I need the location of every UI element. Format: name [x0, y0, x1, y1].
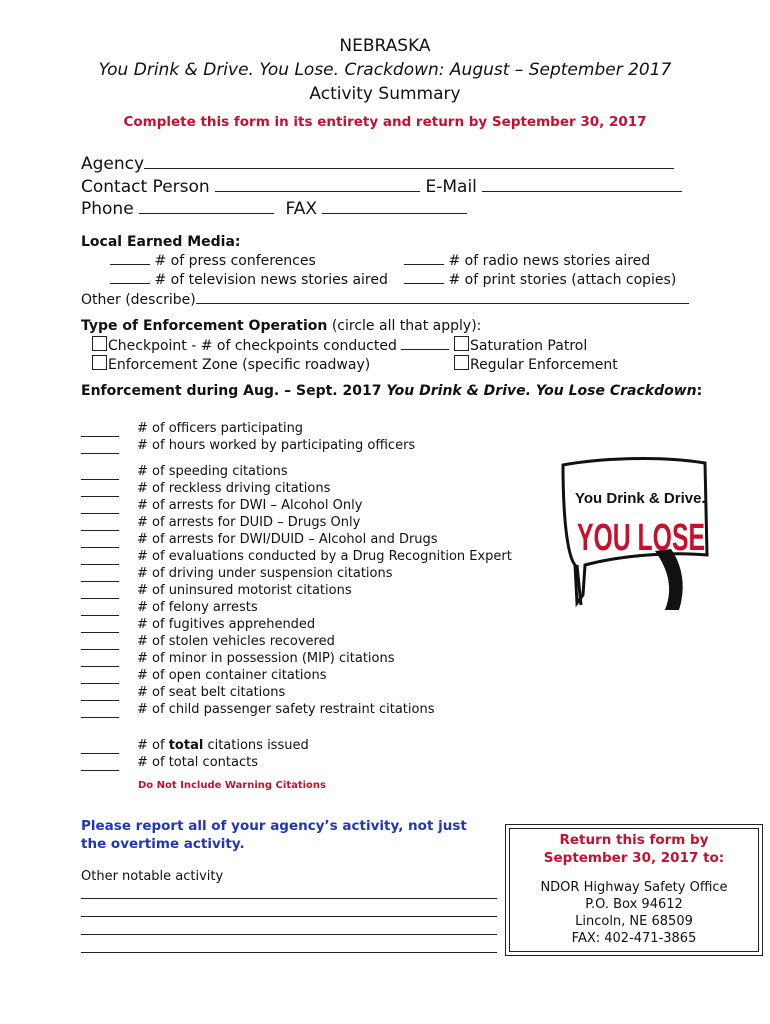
media-row-2b [404, 271, 676, 288]
saturation-row [454, 336, 587, 354]
stat-field[interactable] [81, 688, 119, 701]
stat-field[interactable] [81, 671, 119, 684]
form-subtitle: Activity Summary [309, 84, 461, 104]
stat-row [81, 463, 288, 480]
other-activity-line-3[interactable] [81, 934, 497, 935]
zone-checkbox[interactable] [92, 355, 107, 370]
campaign-title: You Drink & Drive. You Lose. Crackdown: August – September 2017 [98, 60, 672, 80]
stat-row [81, 531, 438, 548]
radio-stories-label: # of radio news stories aired [448, 253, 651, 269]
other-activity-line-1[interactable] [81, 898, 497, 899]
media-heading: Local Earned Media: [81, 234, 241, 250]
contact-person-label: Contact Person [81, 177, 210, 197]
phone-field[interactable] [139, 198, 274, 214]
saturation-checkbox[interactable] [454, 336, 469, 351]
media-row-1 [110, 252, 316, 269]
stat-row [81, 420, 303, 437]
enforcement-heading-italic: You Drink & Drive. You Lose Crackdown [386, 383, 697, 399]
stat-row [81, 684, 285, 701]
total-suffix: citations issued [207, 738, 309, 753]
zone-row [92, 355, 370, 373]
agency-label: Agency [81, 154, 145, 174]
operation-note: (circle all that apply): [331, 318, 482, 334]
address-line: P.O. Box 94612 [585, 897, 683, 912]
press-conferences-field[interactable] [110, 252, 150, 265]
media-other-row [81, 290, 689, 308]
return-instruction: Complete this form in its entirety and return by September 30, 2017 [123, 114, 647, 130]
total-citations-field[interactable] [81, 741, 119, 754]
contact-person-field[interactable] [215, 176, 420, 192]
print-stories-field[interactable] [404, 271, 444, 284]
logo-line-2: YOU LOSE [577, 517, 705, 559]
email-label: E-Mail [425, 177, 477, 197]
fax-field[interactable] [322, 198, 467, 214]
stat-field[interactable] [81, 441, 119, 454]
press-conferences-label: # of press conferences [154, 253, 316, 269]
regular-label: Regular Enforcement [470, 357, 618, 373]
stat-label: # of felony arrests [137, 600, 258, 615]
checkpoint-count-field[interactable] [401, 337, 449, 350]
logo-graphic [555, 455, 715, 615]
stat-label: # of fugitives apprehended [137, 617, 316, 632]
total-bold: total [168, 738, 204, 753]
address-line: NDOR Highway Safety Office [540, 880, 728, 895]
regular-checkbox[interactable] [454, 355, 469, 370]
saturation-label: Saturation Patrol [470, 338, 588, 354]
stat-label: # of uninsured motorist citations [137, 583, 352, 598]
report-note: Please report all of your agency’s activity, not just the overtime activity. [81, 818, 467, 852]
zone-label: Enforcement Zone (specific roadway) [108, 357, 371, 373]
stat-row [81, 633, 335, 650]
contact-row [81, 176, 682, 197]
stat-label: # of stolen vehicles recovered [137, 634, 335, 649]
stat-label: # of hours worked by participating officers [137, 438, 416, 453]
stat-row [81, 701, 434, 718]
stat-field[interactable] [81, 467, 119, 480]
stat-row [81, 616, 315, 633]
logo-line-1: You Drink & Drive. [575, 490, 706, 507]
fax-label: FAX [285, 199, 317, 219]
return-address [510, 879, 758, 947]
total-contacts-row [81, 754, 258, 771]
stat-label: # of arrests for DWI/DUID – Alcohol and Drugs [137, 532, 438, 547]
stat-row [81, 497, 362, 514]
agency-field[interactable] [144, 153, 674, 169]
campaign-logo [555, 455, 715, 615]
regular-row [454, 355, 618, 373]
stat-field[interactable] [81, 637, 119, 650]
other-describe-field[interactable] [196, 290, 689, 304]
total-citations-row [81, 737, 309, 754]
return-heading-2: September 30, 2017 to: [543, 850, 725, 866]
stat-field[interactable] [81, 603, 119, 616]
stat-label: # of reckless driving citations [137, 481, 331, 496]
stat-label: # of officers participating [137, 421, 304, 436]
phone-row [81, 198, 467, 219]
stat-field[interactable] [81, 705, 119, 718]
enforcement-heading-suffix: : [696, 383, 703, 399]
return-address-inner [509, 828, 759, 952]
stat-row [81, 548, 512, 565]
checkpoint-row [92, 336, 449, 354]
stat-label: # of arrests for DUID – Drugs Only [137, 515, 361, 530]
email-field[interactable] [482, 176, 682, 192]
operation-heading: Type of Enforcement Operation [81, 318, 328, 334]
tv-stories-field[interactable] [110, 271, 150, 284]
stat-field[interactable] [81, 586, 119, 599]
total-prefix: # of [137, 738, 165, 753]
operation-heading-row [81, 318, 481, 334]
stat-field[interactable] [81, 518, 119, 531]
other-describe-label: Other (describe) [81, 292, 196, 308]
other-activity-label: Other notable activity [81, 869, 224, 884]
stat-label: # of open container citations [137, 668, 327, 683]
enforcement-heading [81, 383, 702, 399]
checkpoint-checkbox[interactable] [92, 336, 107, 351]
stat-row [81, 514, 360, 531]
other-activity-line-2[interactable] [81, 916, 497, 917]
return-address-box [505, 824, 763, 956]
stat-row [81, 480, 330, 497]
stat-row [81, 650, 395, 667]
stat-row [81, 582, 352, 599]
address-line: FAX: 402-471-3865 [571, 931, 697, 946]
stat-label: # of child passenger safety restraint citations [137, 702, 435, 717]
stat-field[interactable] [81, 569, 119, 582]
stat-label: # of driving under suspension citations [137, 566, 393, 581]
address-line: Lincoln, NE 68509 [575, 914, 693, 929]
print-stories-label: # of print stories (attach copies) [448, 272, 677, 288]
stat-label: # of seat belt citations [137, 685, 286, 700]
stat-field[interactable] [81, 552, 119, 565]
media-row-2 [110, 271, 388, 288]
warning-note: Do Not Include Warning Citations [138, 780, 326, 791]
total-contacts-label: # of total contacts [137, 755, 258, 770]
stat-field[interactable] [81, 535, 119, 548]
stat-row [81, 565, 393, 582]
total-contacts-field[interactable] [81, 758, 119, 771]
tv-stories-label: # of television news stories aired [154, 272, 388, 288]
stat-label: # of evaluations conducted by a Drug Recognition Expert [137, 549, 512, 564]
stat-field[interactable] [81, 620, 119, 633]
media-row-1b [404, 252, 650, 269]
stat-field[interactable] [81, 424, 119, 437]
enforcement-heading-prefix: Enforcement during Aug. – Sept. 2017 [81, 383, 382, 399]
checkpoint-label: Checkpoint - # of checkpoints conducted [108, 338, 397, 354]
other-activity-line-4[interactable] [81, 952, 497, 953]
radio-stories-field[interactable] [404, 252, 444, 265]
form-state-title: NEBRASKA [339, 36, 431, 56]
stat-field[interactable] [81, 484, 119, 497]
stat-field[interactable] [81, 501, 119, 514]
stat-label: # of arrests for DWI – Alcohol Only [137, 498, 363, 513]
agency-row [81, 153, 674, 174]
stat-row [81, 599, 258, 616]
stat-label: # of speeding citations [137, 464, 288, 479]
stat-row [81, 667, 327, 684]
phone-label: Phone [81, 199, 134, 219]
stat-field[interactable] [81, 654, 119, 667]
return-heading-1: Return this form by [559, 832, 709, 848]
stat-row [81, 437, 415, 454]
stat-label: # of minor in possession (MIP) citations [137, 651, 395, 666]
